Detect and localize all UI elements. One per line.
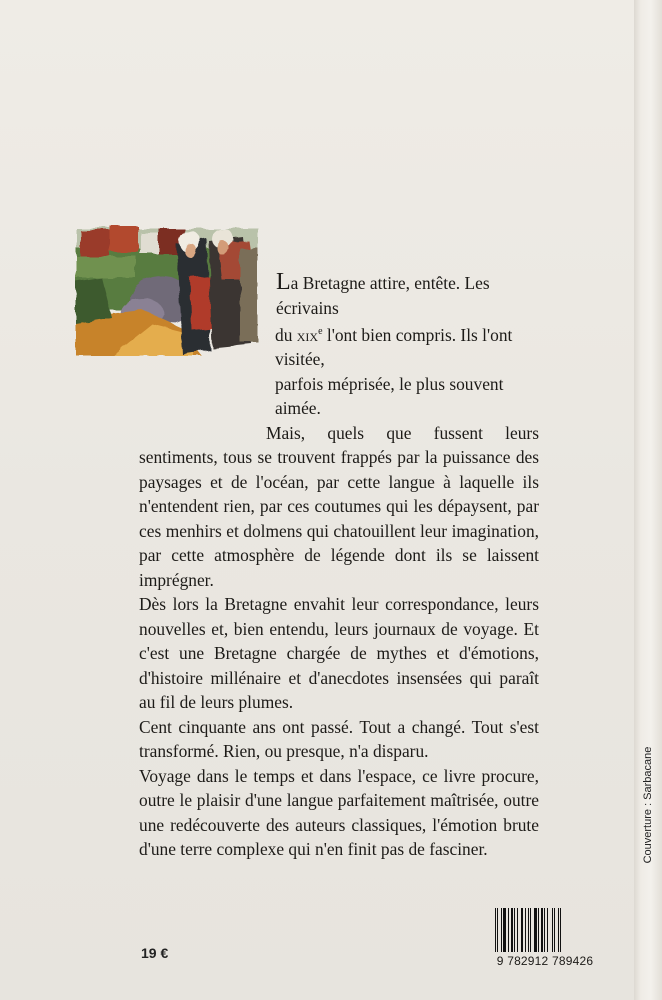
- barcode-bars: [495, 908, 591, 952]
- barcode-bar: [558, 908, 559, 952]
- barcode-bar: [547, 908, 548, 952]
- barcode-bar: [514, 908, 515, 952]
- drop-cap: L: [276, 269, 291, 295]
- isbn-barcode: [489, 908, 601, 968]
- barcode-bar: [544, 908, 545, 952]
- barcode-bar: [503, 908, 506, 952]
- barcode-bar: [552, 908, 553, 952]
- barcode-bar: [541, 908, 543, 952]
- barcode-bar: [530, 908, 531, 952]
- barcode-bar: [501, 908, 502, 952]
- price-label: 19 €: [141, 945, 169, 961]
- barcode-bar: [511, 908, 513, 952]
- barcode-bar: [508, 908, 509, 952]
- barcode-bar: [538, 908, 539, 952]
- barcode-bar: [554, 908, 555, 952]
- barcode-bar: [517, 908, 518, 952]
- barcode-bar: [560, 908, 561, 952]
- blurb-paragraph-3: Cent cinquante ans ont passé. Tout a changé. Tout s'est transformé. Rien, ou presque, n'a disparu.: [139, 716, 539, 762]
- isbn-number: 9 782912 789426: [496, 954, 594, 968]
- blurb-paragraph-4: Voyage dans le temps et dans l'espace, ce livre procure, outre le plaisir d'une langue parfaitement maîtrisée, outre une redécouverte des auteurs classiques, l'émotion brute d'une terre complexe qui n'en finit pas de fasciner.: [139, 765, 539, 860]
- cover-credit: Couverture : Sarbacane: [642, 746, 654, 864]
- century-numeral: xix: [296, 324, 319, 345]
- barcode-bar: [534, 908, 537, 952]
- blurb-paragraph-2: Dès lors la Bretagne envahit leur correspondance, leurs nouvelles et, bien entendu, leurs journaux de voyage. Et c'est une Bretagne chargée de mythes et d'émotions, d'histoire millénaire et d'anecdotes insensées qui paraît au fil de leurs plumes.: [139, 594, 539, 713]
- barcode-bar: [495, 908, 496, 952]
- back-cover-blurb: [139, 270, 539, 862]
- blurb-line-2: du xix$^e$ l'ont bien compris. Ils l'ont visitée,: [275, 324, 513, 370]
- barcode-bar: [525, 908, 526, 952]
- barcode-bar: [528, 908, 529, 952]
- barcode-bar: [521, 908, 523, 952]
- blurb-line-3: parfois méprisée, le plus souvent aimée.: [275, 373, 504, 419]
- blurb-line-1: La Bretagne attire, entête. Les écrivains: [276, 269, 490, 318]
- blurb-paragraph-1: Mais, quels que fussent leurs sentiments, tous se trouvent frappés par la puissance des paysages et de l'océan, par cette langue à laquelle ils n'entendent rien, par ces coutumes qui les dépaysent, par ces menhirs et dolmens qui chatouillent leur imagination, par cette atmosphère de légende dont ils se laissent imprégner.: [139, 422, 539, 590]
- barcode-bar: [497, 908, 498, 952]
